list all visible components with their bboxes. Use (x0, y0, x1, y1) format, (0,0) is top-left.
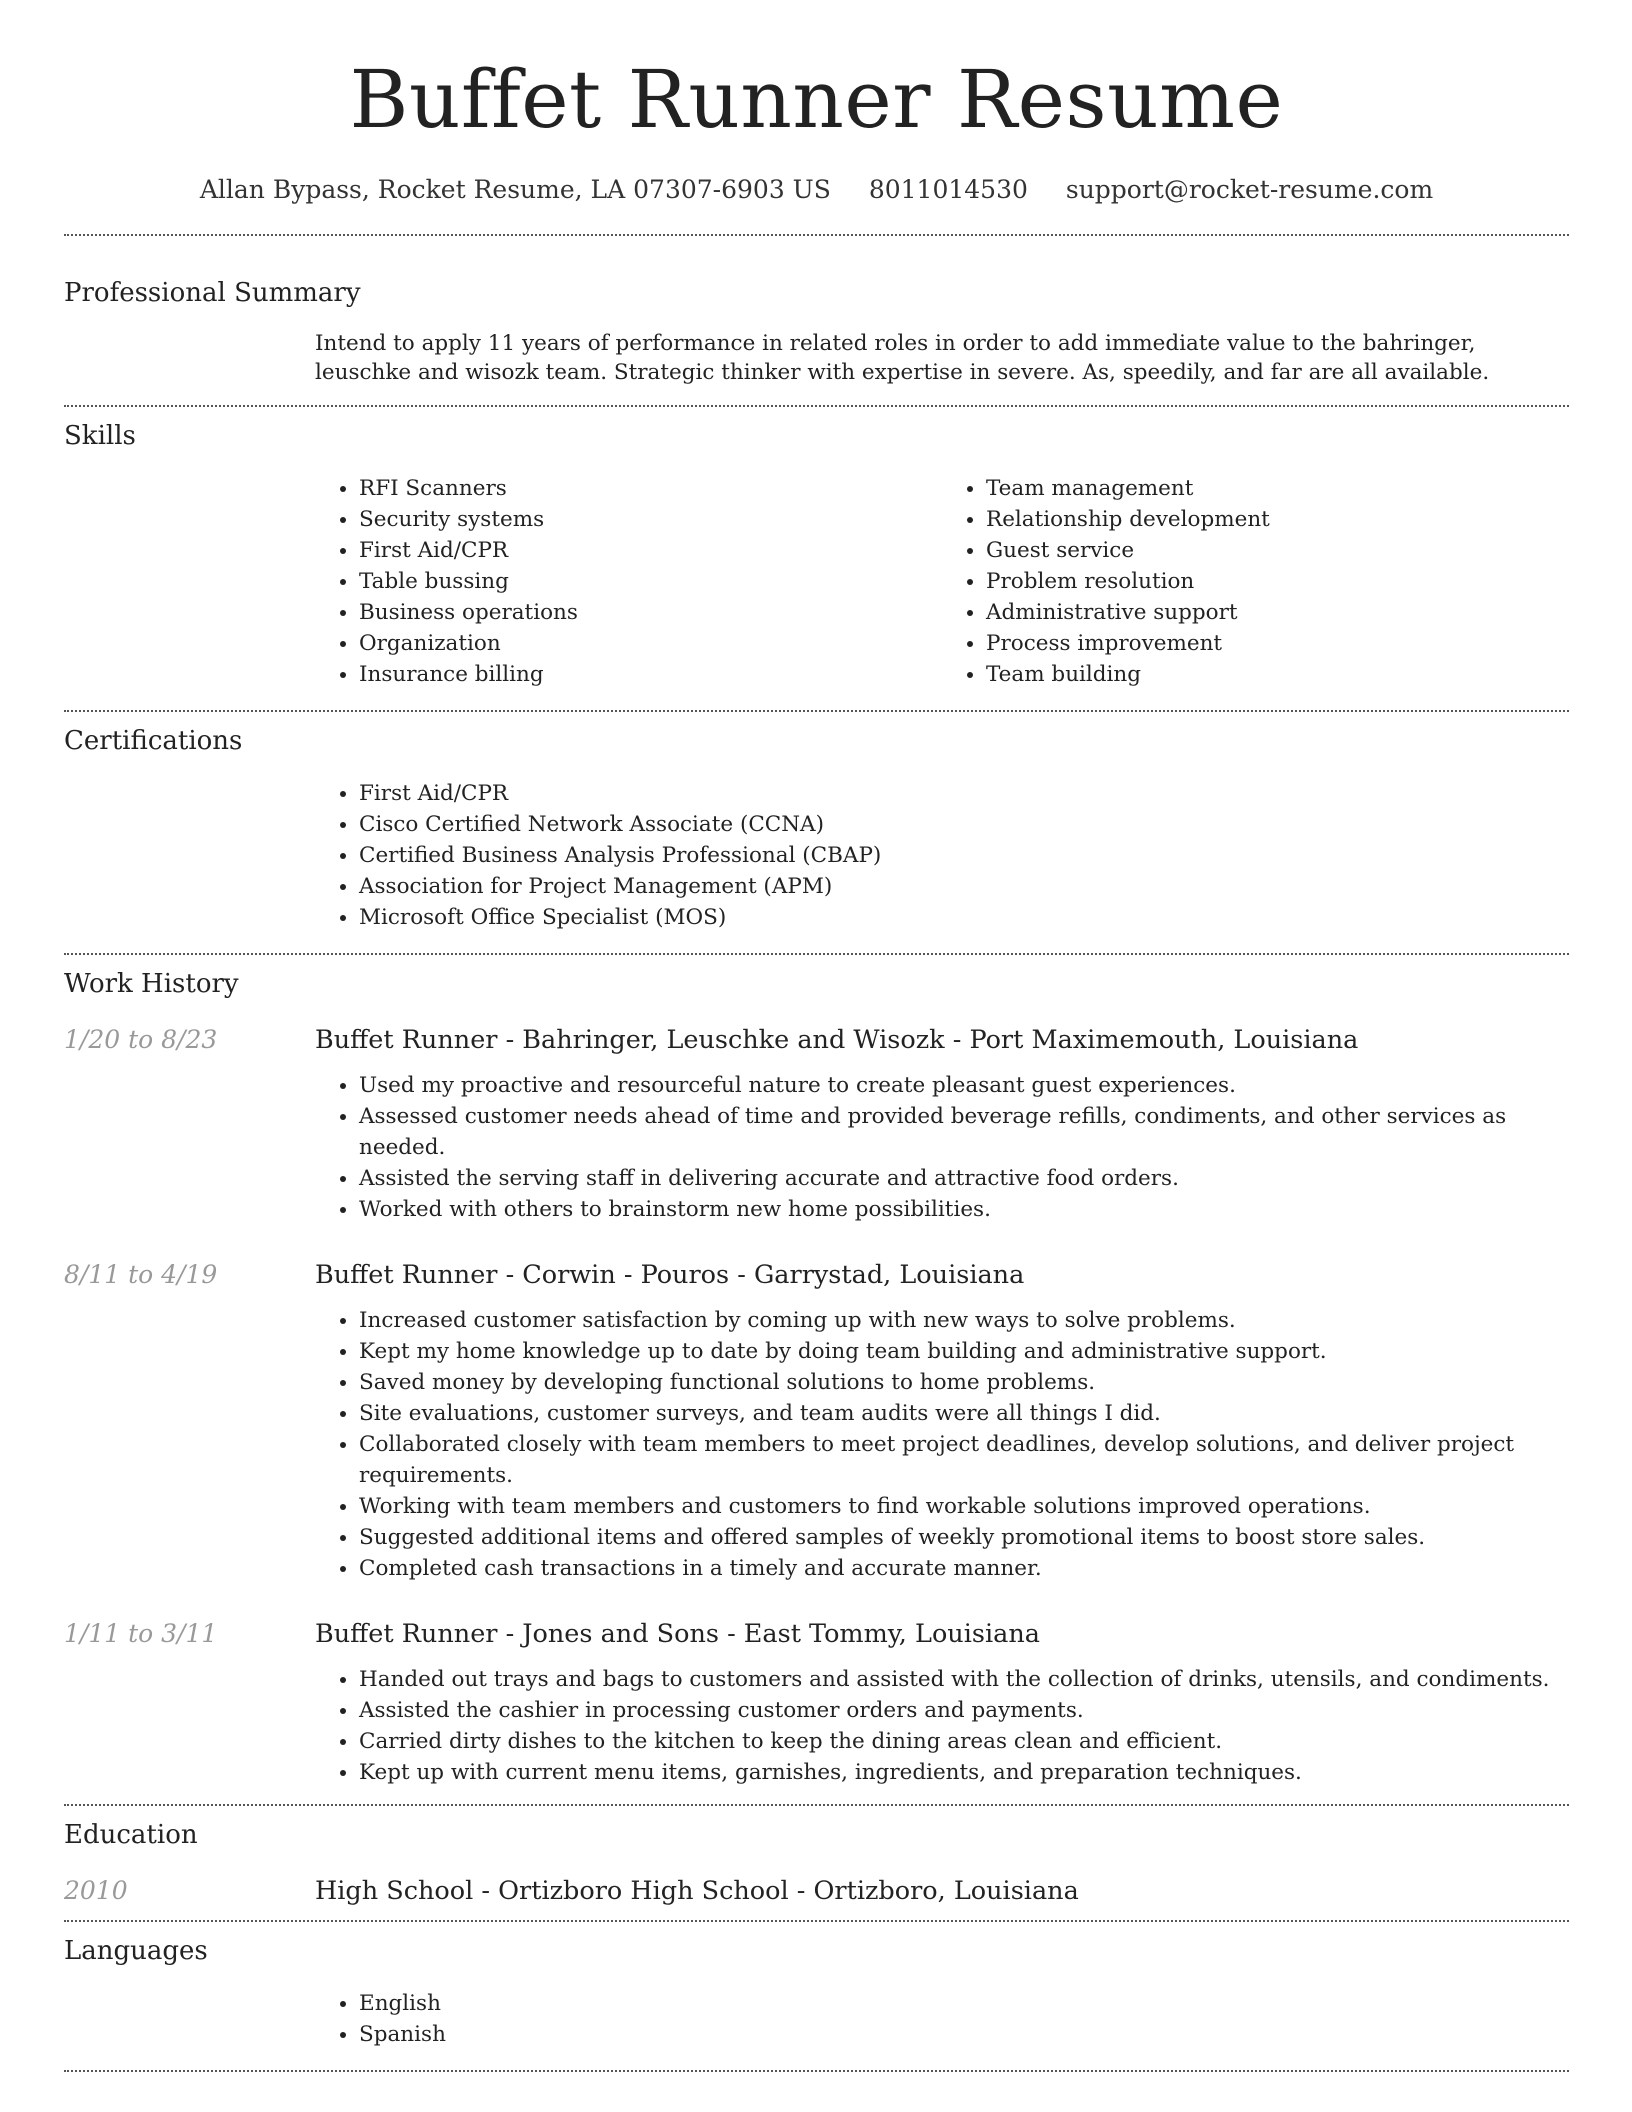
contact-line (64, 172, 1569, 208)
languages-list (315, 1988, 1569, 2050)
skills-heading: Skills (64, 421, 136, 451)
certification-item: • Certified Business Analysis Professional (CBAP) (359, 840, 1569, 871)
job-entry (64, 1023, 1569, 1225)
job-entry (64, 1258, 1569, 1584)
skill-item: • Insurance billing (359, 659, 942, 690)
languages-section (64, 1922, 1569, 2070)
skill-item: • Administrative support (986, 597, 1569, 628)
skill-item: • Table bussing (359, 566, 942, 597)
work-history-section (64, 955, 1569, 1804)
divider (64, 2070, 1569, 2072)
skill-item: • Team building (986, 659, 1569, 690)
resume-title: Buffet Runner Resume (349, 53, 1284, 146)
job-heading: Buffet Runner - Corwin - Pouros - Garrystad, Louisiana (315, 1260, 1025, 1290)
job-heading: Buffet Runner - Jones and Sons - East Tommy, Louisiana (315, 1619, 1040, 1649)
job-bullet: • Working with team members and customers to find workable solutions improved operations. (359, 1491, 1569, 1522)
skill-item: • Process improvement (986, 628, 1569, 659)
education-entry (64, 1874, 1569, 1908)
contact-address: Allan Bypass, Rocket Resume, LA 07307-6903 US (199, 175, 831, 204)
education-heading-text: High School - Ortizboro High School - Ortizboro, Louisiana (315, 1876, 1079, 1906)
job-bullet: • Suggested additional items and offered samples of weekly promotional items to boost store sales. (359, 1522, 1569, 1553)
certifications-section (64, 712, 1569, 953)
job-bullet: • Increased customer satisfaction by coming up with new ways to solve problems. (359, 1305, 1569, 1336)
job-bullet: • Carried dirty dishes to the kitchen to keep the dining areas clean and efficient. (359, 1726, 1569, 1757)
skill-item: • Security systems (359, 504, 942, 535)
certification-item: • Microsoft Office Specialist (MOS) (359, 902, 1569, 933)
certifications-heading: Certifications (64, 726, 243, 756)
job-bullets (315, 1664, 1569, 1788)
job-date: 1/11 to 3/11 (64, 1619, 218, 1648)
language-item: • English (359, 1988, 1569, 2019)
skill-item: • Organization (359, 628, 942, 659)
job-bullet: • Used my proactive and resourceful nature to create pleasant guest experiences. (359, 1070, 1569, 1101)
skills-section (64, 407, 1569, 710)
job-bullets (315, 1070, 1569, 1225)
education-heading: Education (64, 1820, 198, 1850)
job-bullet: • Handed out trays and bags to customers and assisted with the collection of drinks, utensils, and condiments. (359, 1664, 1569, 1695)
summary-heading: Professional Summary (64, 278, 361, 308)
language-item: • Spanish (359, 2019, 1569, 2050)
skill-item: • Problem resolution (986, 566, 1569, 597)
job-bullet: • Assisted the serving staff in delivering accurate and attractive food orders. (359, 1163, 1569, 1194)
education-section (64, 1806, 1569, 1920)
job-bullet: • Saved money by developing functional solutions to home problems. (359, 1367, 1569, 1398)
certification-item: • First Aid/CPR (359, 778, 1569, 809)
skills-list-right (942, 473, 1569, 690)
job-bullet: • Worked with others to brainstorm new home possibilities. (359, 1194, 1569, 1225)
job-bullet: • Assisted the cashier in processing customer orders and payments. (359, 1695, 1569, 1726)
skill-item: • Relationship development (986, 504, 1569, 535)
job-bullet: • Kept up with current menu items, garnishes, ingredients, and preparation techniques. (359, 1757, 1569, 1788)
job-heading: Buffet Runner - Bahringer, Leuschke and Wisozk - Port Maximemouth, Louisiana (315, 1025, 1359, 1055)
job-bullet: • Kept my home knowledge up to date by doing team building and administrative support. (359, 1336, 1569, 1367)
certification-item: • Association for Project Management (APM) (359, 871, 1569, 902)
skill-item: • First Aid/CPR (359, 535, 942, 566)
summary-text: Intend to apply 11 years of performance in related roles in order to add immediate value to the bahringer, leuschke and wisozk team. Strategic thinker with expertise in severe. As, speedily, and far are all available. (315, 331, 1490, 385)
job-date: 1/20 to 8/23 (64, 1025, 218, 1054)
job-bullet: • Completed cash transactions in a timely and accurate manner. (359, 1553, 1569, 1584)
skill-item: • RFI Scanners (359, 473, 942, 504)
certification-item: • Cisco Certified Network Associate (CCNA) (359, 809, 1569, 840)
work-history-heading: Work History (64, 969, 239, 999)
job-bullet: • Assessed customer needs ahead of time and provided beverage refills, condiments, and other services as needed. (359, 1101, 1569, 1163)
skill-item: • Business operations (359, 597, 942, 628)
job-date: 8/11 to 4/19 (64, 1260, 218, 1289)
job-entry (64, 1617, 1569, 1788)
certifications-list (315, 778, 1569, 933)
contact-phone: 8011014530 (868, 175, 1028, 204)
languages-heading: Languages (64, 1936, 208, 1966)
skills-columns (315, 473, 1569, 690)
skills-list-left (315, 473, 942, 690)
skill-item: • Team management (986, 473, 1569, 504)
education-date: 2010 (64, 1876, 128, 1905)
job-bullet: • Site evaluations, customer surveys, and team audits were all things I did. (359, 1398, 1569, 1429)
summary-section (64, 236, 1569, 405)
job-bullets (315, 1305, 1569, 1584)
job-bullet: • Collaborated closely with team members to meet project deadlines, develop solutions, and deliver project requirements. (359, 1429, 1569, 1491)
contact-email: support@rocket-resume.com (1065, 175, 1434, 204)
skill-item: • Guest service (986, 535, 1569, 566)
